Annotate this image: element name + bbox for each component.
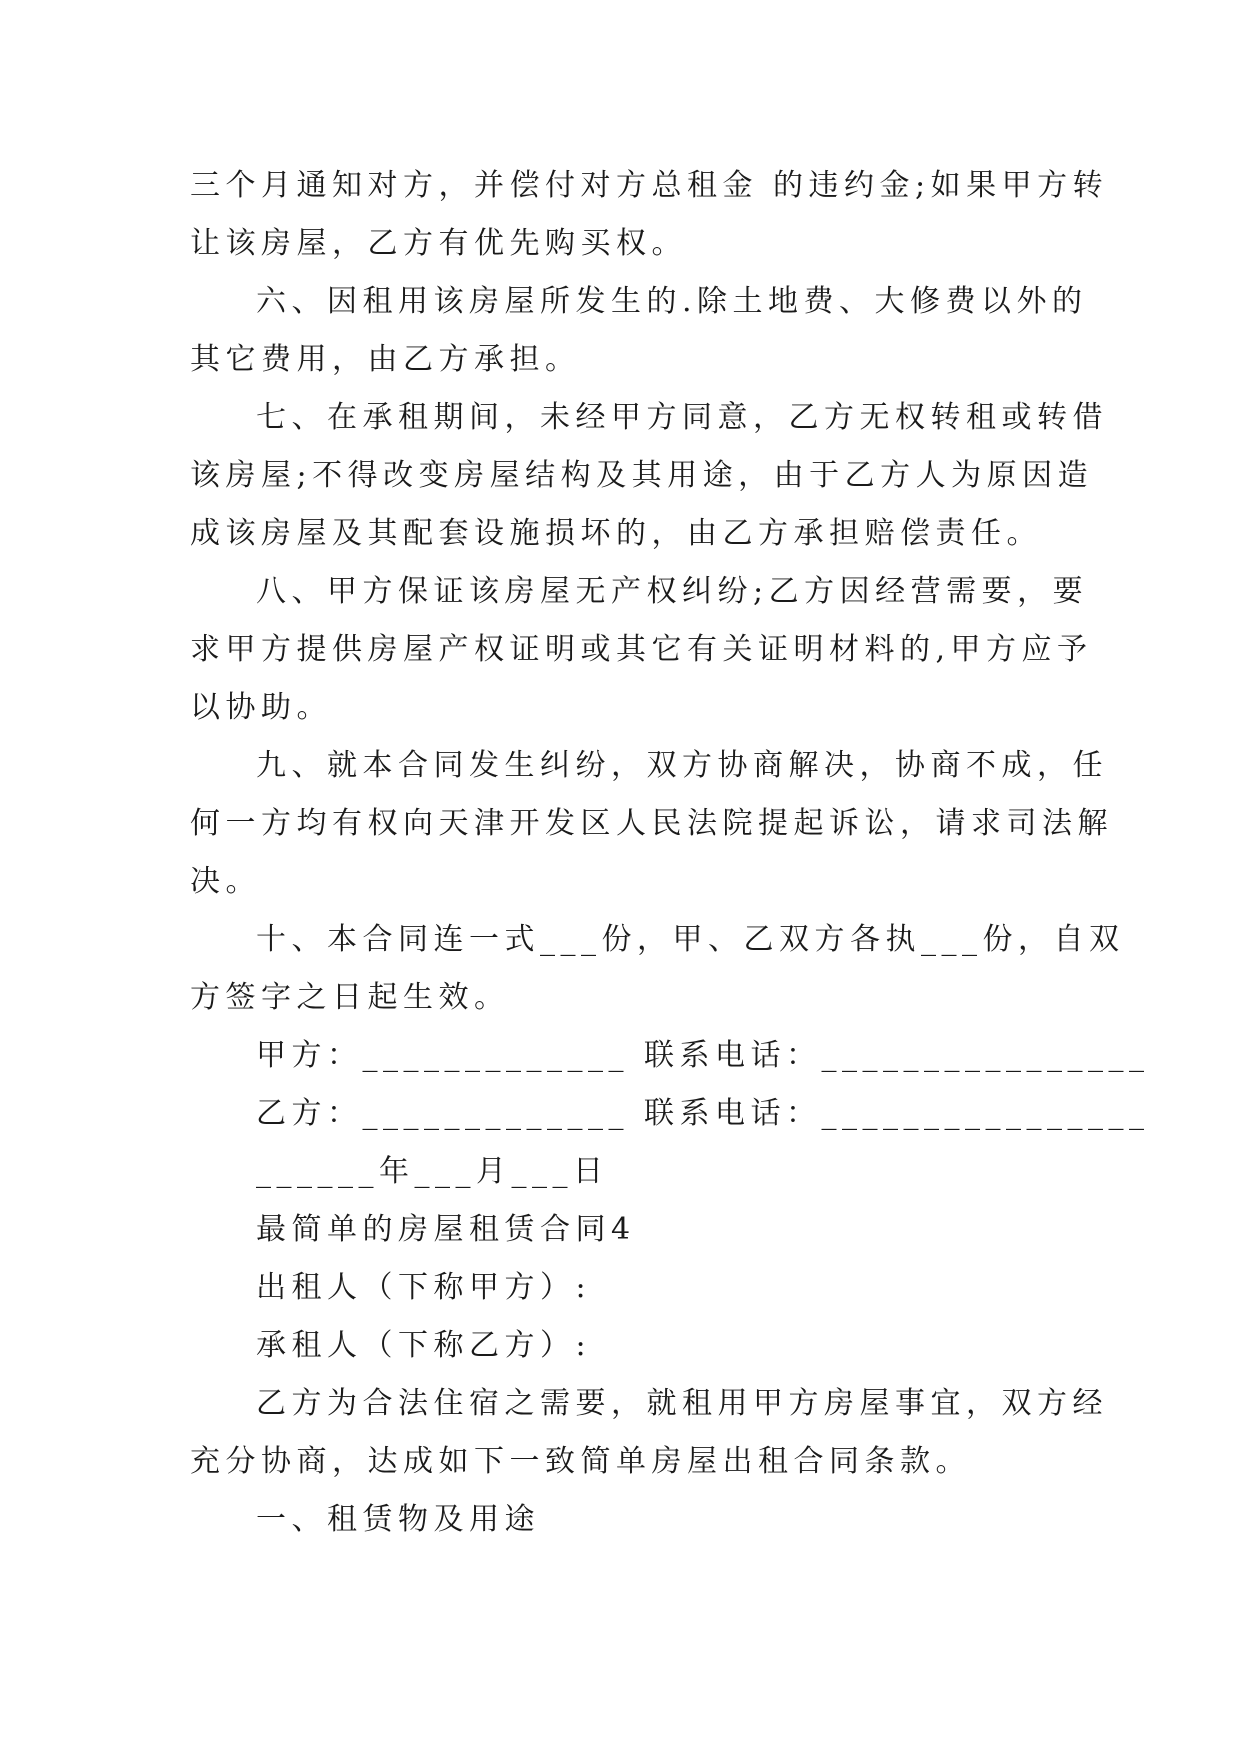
party-a-signature-line: 甲方：_____________ 联系电话：________________ [256, 1038, 1150, 1073]
clause-7-line-3: 成该房屋及其配套设施损坏的，由乙方承担赔偿责任。 [190, 516, 1042, 551]
party-b-signature-line: 乙方：_____________ 联系电话：________________ [256, 1096, 1150, 1131]
clause-10-line-1: 十、本合同连一式___份，甲、乙双方各执___份，自双 [256, 922, 1125, 957]
preamble-line-2: 充分协商，达成如下一致简单房屋出租合同条款。 [190, 1444, 971, 1479]
lessor-line: 出租人（下称甲方）: [256, 1270, 592, 1305]
clause-6-line-2: 其它费用，由乙方承担。 [190, 342, 581, 377]
contract-4-title: 最简单的房屋租赁合同4 [256, 1212, 636, 1247]
clause-8-line-1: 八、甲方保证该房屋无产权纠纷;乙方因经营需要，要 [256, 574, 1089, 609]
clause-9-line-3: 决。 [190, 864, 261, 899]
clause-8-line-2: 求甲方提供房屋产权证明或其它有关证明材料的,甲方应予 [190, 632, 1093, 667]
clause-10-line-2: 方签字之日起生效。 [190, 980, 510, 1015]
lessee-line: 承租人（下称乙方）: [256, 1328, 592, 1363]
section-1-heading: 一、租赁物及用途 [256, 1502, 540, 1537]
clause-7-line-2: 该房屋;不得改变房屋结构及其用途，由于乙方人为原因造 [190, 458, 1094, 493]
text-line-1: 三个月通知对方，并偿付对方总租金 的违约金;如果甲方转 [190, 168, 1109, 203]
clause-7-line-1: 七、在承租期间，未经甲方同意，乙方无权转租或转借 [256, 400, 1108, 435]
clause-9-line-2: 何一方均有权向天津开发区人民法院提起诉讼，请求司法解 [190, 806, 1113, 841]
clause-8-line-3: 以协助。 [190, 690, 332, 725]
date-line: ______年___月___日 [256, 1154, 609, 1189]
text-line-2: 让该房屋，乙方有优先购买权。 [190, 226, 687, 261]
preamble-line-1: 乙方为合法住宿之需要，就租用甲方房屋事宜，双方经 [256, 1386, 1108, 1421]
clause-9-line-1: 九、就本合同发生纠纷，双方协商解决，协商不成，任 [256, 748, 1108, 783]
clause-6-line-1: 六、因租用该房屋所发生的.除土地费、大修费以外的 [256, 284, 1088, 319]
